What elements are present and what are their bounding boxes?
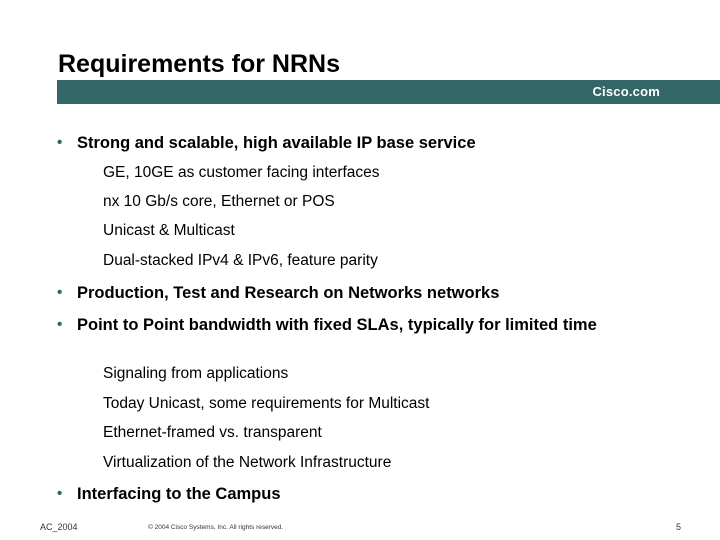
title-bar <box>57 80 720 104</box>
sub-bullet-item: Dual-stacked IPv4 & IPv6, feature parity <box>103 252 378 269</box>
slide-title: Requirements for NRNs <box>58 50 340 78</box>
bullet-text: Point to Point bandwidth with fixed SLAs, typically for limited time <box>77 316 597 334</box>
sub-bullet-item: GE, 10GE as customer facing interfaces <box>103 164 380 181</box>
bullet-icon: • <box>57 134 63 151</box>
bullet-text: Production, Test and Research on Networks networks <box>77 284 500 302</box>
bullet-text: Interfacing to the Campus <box>77 485 281 503</box>
sub-bullet-item: Today Unicast, some requirements for Multicast <box>103 395 430 412</box>
page-number: 5 <box>676 522 682 532</box>
bullet-icon: • <box>57 485 63 502</box>
sub-bullet-item: Signaling from applications <box>103 365 289 382</box>
sub-bullet-item: Ethernet-framed vs. transparent <box>103 424 322 441</box>
bullet-text: Strong and scalable, high available IP base service <box>77 134 476 152</box>
bullet-icon: • <box>57 316 63 333</box>
sub-bullet-item: Virtualization of the Network Infrastructure <box>103 454 392 471</box>
footer-session-code: AC_2004 <box>40 522 78 532</box>
cisco-logo-text: Cisco.com <box>592 84 660 99</box>
bullet-icon: • <box>57 284 63 301</box>
sub-bullet-item: Unicast & Multicast <box>103 222 235 239</box>
footer-copyright: © 2004 Cisco Systems, Inc. All rights reserved. <box>148 524 284 531</box>
sub-bullet-item: nx 10 Gb/s core, Ethernet or POS <box>103 193 335 210</box>
